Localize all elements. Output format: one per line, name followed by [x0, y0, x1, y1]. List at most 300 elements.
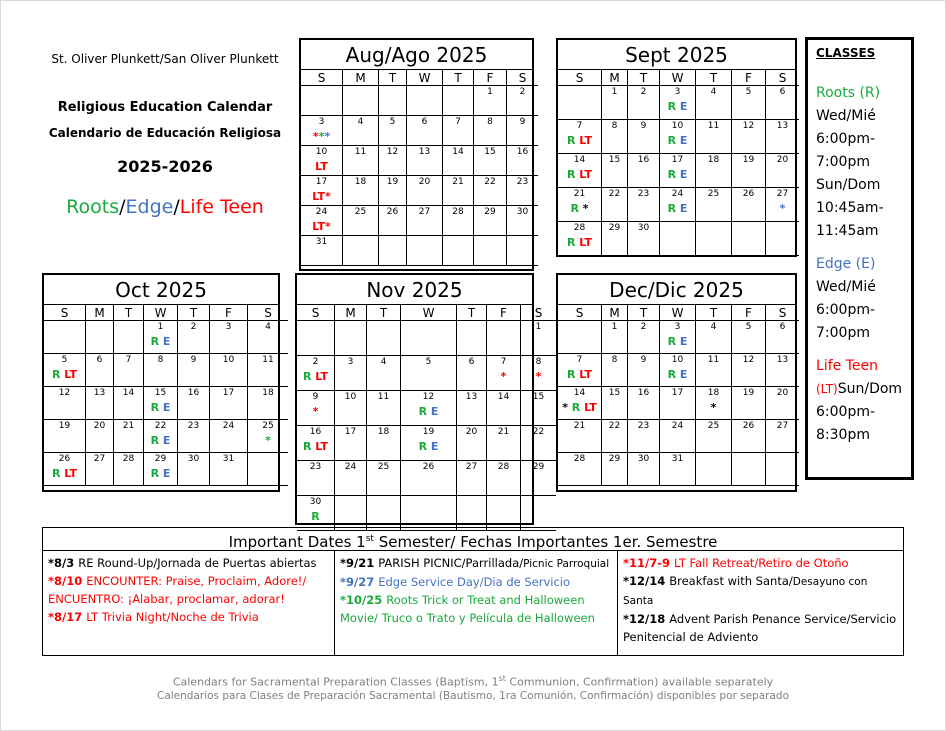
- day-cell: [732, 420, 766, 453]
- day-cell: [660, 453, 696, 486]
- day-number: 24: [671, 189, 684, 199]
- day-cell: [628, 154, 660, 188]
- day-cell: [114, 453, 144, 486]
- day-cell: [144, 354, 178, 387]
- footer-text: Communion, Confirmation) available separately: [505, 675, 774, 689]
- day-cell: [474, 116, 507, 146]
- day-cell: [628, 453, 660, 486]
- empty-day-cell: [457, 321, 487, 356]
- class-code: [297, 510, 334, 523]
- class-code-part: E: [159, 434, 171, 447]
- day-cell: [696, 188, 732, 222]
- day-cell: [457, 356, 487, 391]
- day-cell: [660, 354, 696, 387]
- day-number: 21: [573, 189, 586, 199]
- class-code: [660, 202, 695, 215]
- empty-day-cell: [443, 236, 474, 266]
- day-number: 31: [671, 454, 684, 464]
- day-cell: [297, 496, 335, 531]
- empty-day-cell: [248, 453, 288, 486]
- class-code-part: LT: [315, 160, 328, 173]
- day-number: 29: [484, 207, 496, 217]
- day-number: 13: [418, 147, 431, 157]
- day-number: 14: [573, 155, 586, 165]
- important-date-text: Advent Parish Penance Service/Servicio Penitencial de Adviento: [623, 612, 897, 644]
- weekday-header: M: [335, 305, 367, 321]
- title-part: Semester/ Fechas Importantes 1er. Semestre: [373, 533, 718, 551]
- important-date-text: Picnic Parroquial: [523, 558, 610, 570]
- weekday-header: F: [732, 305, 766, 321]
- day-number: 30: [637, 454, 650, 464]
- day-cell: [367, 461, 401, 496]
- important-date-text: PARISH PICNIC/Parrillada/: [378, 556, 524, 570]
- empty-day-cell: [114, 321, 144, 354]
- day-cell: [558, 188, 602, 222]
- day-number: 8: [487, 117, 493, 127]
- day-cell: [696, 321, 732, 354]
- weekday-header: S: [521, 305, 556, 321]
- event-star-icon: *: [312, 405, 319, 418]
- day-cell: [301, 116, 343, 146]
- day-number: 12: [742, 355, 755, 365]
- empty-day-cell: [474, 236, 507, 266]
- class-code: [660, 168, 695, 181]
- calendar-month-title: Oct 2025: [44, 275, 278, 305]
- empty-day-cell: [660, 222, 696, 256]
- day-cell: [558, 222, 602, 256]
- empty-day-cell: [487, 321, 521, 356]
- empty-day-cell: [335, 321, 367, 356]
- event-star-icon: *: [779, 202, 786, 215]
- empty-day-cell: [379, 86, 407, 116]
- class-code: [558, 236, 601, 249]
- day-cell: [210, 321, 248, 354]
- day-cell: [248, 387, 288, 420]
- class-code-part: LT: [575, 236, 592, 249]
- day-cell: [114, 387, 144, 420]
- class-code: [44, 467, 85, 480]
- program-roots: Roots: [66, 196, 120, 218]
- empty-day-cell: [343, 236, 379, 266]
- day-cell: [367, 426, 401, 461]
- class-code-part: R: [571, 401, 581, 414]
- empty-day-cell: [443, 86, 474, 116]
- day-number: 24: [344, 462, 357, 472]
- class-code-part: LT: [575, 368, 592, 381]
- class-code-part: E: [427, 405, 439, 418]
- class-code: [144, 335, 177, 348]
- day-number: 31: [315, 237, 328, 247]
- event-star-icon: *: [710, 401, 717, 414]
- day-cell: [558, 120, 602, 154]
- day-number: 30: [516, 207, 529, 217]
- event-star-icon: *: [562, 401, 572, 414]
- roots-schedule-line: 11:45am: [816, 223, 879, 239]
- day-number: 2: [519, 87, 526, 97]
- day-number: 7: [576, 121, 583, 131]
- class-code: [521, 370, 556, 383]
- calendar-october: [42, 273, 280, 492]
- day-cell: [732, 154, 766, 188]
- class-code-part: LT: [311, 440, 328, 453]
- day-cell: [44, 420, 86, 453]
- day-cell: [766, 387, 799, 420]
- day-number: 16: [516, 147, 529, 157]
- empty-day-cell: [732, 222, 766, 256]
- day-cell: [602, 387, 628, 420]
- day-cell: [178, 321, 210, 354]
- day-number: 16: [187, 388, 200, 398]
- class-code-part: R: [51, 467, 61, 480]
- lifeteen-schedule-line: [816, 378, 911, 401]
- important-date-text: *8/17: [48, 610, 87, 624]
- lifeteen-day: Sun/Dom: [837, 381, 903, 397]
- weekday-header: T: [628, 70, 660, 86]
- day-cell: [379, 206, 407, 236]
- day-cell: [407, 176, 443, 206]
- day-cell: [507, 176, 538, 206]
- weekday-header: S: [558, 70, 602, 86]
- empty-day-cell: [487, 496, 521, 531]
- class-code-part: R: [150, 401, 160, 414]
- empty-day-cell: [367, 496, 401, 531]
- empty-day-cell: [407, 86, 443, 116]
- day-cell: [628, 387, 660, 420]
- day-number: 6: [779, 322, 786, 332]
- day-number: 10: [315, 147, 328, 157]
- day-cell: [558, 387, 602, 420]
- classes-heading: CLASSES: [816, 46, 876, 60]
- day-cell: [301, 146, 343, 176]
- day-number: 6: [96, 355, 103, 365]
- day-number: 8: [611, 121, 618, 131]
- class-code-part: LT: [60, 368, 77, 381]
- class-code-part: R: [566, 368, 576, 381]
- day-number: 4: [380, 357, 387, 367]
- day-number: 10: [671, 121, 684, 131]
- day-cell: [474, 206, 507, 236]
- class-code: [558, 134, 601, 147]
- lifeteen-schedule-line: 8:30pm: [816, 427, 870, 443]
- day-number: 10: [671, 355, 684, 365]
- class-code: [401, 440, 456, 453]
- roots-schedule-line: 10:45am-: [816, 200, 884, 216]
- important-date-text: *9/21: [340, 556, 379, 570]
- day-cell: [297, 426, 335, 461]
- empty-day-cell: [367, 321, 401, 356]
- day-cell: [407, 146, 443, 176]
- class-code-part: R: [667, 100, 677, 113]
- day-cell: [335, 356, 367, 391]
- day-cell: [732, 387, 766, 420]
- day-cell: [602, 120, 628, 154]
- day-number: 15: [608, 155, 621, 165]
- parish-name: St. Oliver Plunkett/San Oliver Plunkett: [51, 52, 279, 66]
- school-year: 2025-2026: [117, 157, 213, 176]
- weekday-header: M: [343, 70, 379, 86]
- day-cell: [457, 426, 487, 461]
- weekday-header: T: [114, 305, 144, 321]
- weekday-header: W: [144, 305, 178, 321]
- class-code: [248, 434, 288, 447]
- class-code-part: E: [427, 440, 439, 453]
- day-cell: [407, 206, 443, 236]
- day-number: 31: [222, 454, 235, 464]
- weekday-header: W: [407, 70, 443, 86]
- day-cell: [297, 461, 335, 496]
- day-number: 24: [671, 421, 684, 431]
- day-cell: [379, 116, 407, 146]
- day-cell: [44, 453, 86, 486]
- class-code-part: R: [566, 134, 576, 147]
- class-code: [558, 401, 601, 414]
- class-code: [144, 434, 177, 447]
- day-cell: [628, 86, 660, 120]
- calendar-title-es: Calendario de Educación Religiosa: [48, 126, 282, 140]
- day-cell: [248, 354, 288, 387]
- weekday-header: T: [367, 305, 401, 321]
- event-star-icon: *: [312, 130, 319, 143]
- day-cell: [628, 354, 660, 387]
- class-code: [301, 220, 342, 233]
- class-code-part: LT: [575, 134, 592, 147]
- day-number: 3: [347, 357, 354, 367]
- day-number: 30: [637, 223, 650, 233]
- day-cell: [457, 391, 487, 426]
- class-code-part: E: [676, 100, 688, 113]
- class-code-part: R: [150, 335, 160, 348]
- day-number: 3: [318, 117, 325, 127]
- day-number: 21: [452, 177, 464, 187]
- class-code: [558, 368, 601, 381]
- day-number: 17: [671, 155, 684, 165]
- day-number: 29: [608, 454, 621, 464]
- day-cell: [732, 86, 766, 120]
- day-cell: [487, 356, 521, 391]
- day-number: 12: [742, 121, 755, 131]
- empty-day-cell: [696, 222, 732, 256]
- important-date-text: Breakfast with Santa/: [669, 574, 793, 588]
- class-code-part: E: [676, 168, 688, 181]
- day-number: 23: [637, 421, 650, 431]
- program-edge: Edge: [125, 196, 174, 218]
- class-code-part: R: [667, 335, 677, 348]
- day-cell: [602, 86, 628, 120]
- day-number: 27: [776, 421, 789, 431]
- empty-day-cell: [558, 86, 602, 120]
- day-number: 16: [637, 388, 650, 398]
- day-number: 18: [707, 388, 720, 398]
- empty-day-cell: [558, 321, 602, 354]
- day-cell: [602, 154, 628, 188]
- empty-day-cell: [732, 453, 766, 486]
- day-number: 12: [422, 392, 435, 402]
- day-number: 21: [497, 427, 510, 437]
- day-cell: [474, 86, 507, 116]
- day-number: 19: [742, 388, 755, 398]
- day-cell: [660, 387, 696, 420]
- separator: /: [173, 196, 180, 218]
- program-lifeteen: Life Teen: [179, 196, 264, 218]
- day-cell: [343, 116, 379, 146]
- edge-schedule-line: 6:00pm-: [816, 302, 876, 318]
- day-number: 10: [344, 392, 357, 402]
- edge-schedule-line: Wed/Mié: [816, 279, 876, 295]
- day-cell: [766, 188, 799, 222]
- day-cell: [210, 453, 248, 486]
- day-number: 1: [611, 87, 618, 97]
- day-cell: [343, 146, 379, 176]
- day-number: 15: [608, 388, 621, 398]
- important-date-text: Edge Service Day/Dia de Servicio: [378, 575, 571, 589]
- class-code-part: R: [418, 405, 428, 418]
- day-number: 18: [707, 155, 720, 165]
- day-cell: [521, 356, 556, 391]
- empty-day-cell: [379, 236, 407, 266]
- weekday-header: S: [301, 70, 343, 86]
- day-cell: [379, 176, 407, 206]
- day-number: 18: [377, 427, 390, 437]
- day-cell: [660, 188, 696, 222]
- empty-day-cell: [401, 496, 457, 531]
- weekday-header: M: [602, 305, 628, 321]
- day-number: 23: [516, 177, 529, 187]
- day-cell: [401, 461, 457, 496]
- day-number: 9: [640, 355, 647, 365]
- day-cell: [248, 420, 288, 453]
- day-cell: [407, 116, 443, 146]
- day-number: 5: [389, 117, 396, 127]
- day-number: 22: [608, 421, 621, 431]
- day-number: 14: [497, 392, 510, 402]
- calendar-november: [295, 273, 545, 525]
- day-cell: [628, 188, 660, 222]
- calendar-month-title: Aug/Ago 2025: [301, 40, 532, 70]
- weekday-header: F: [210, 305, 248, 321]
- day-cell: [628, 120, 660, 154]
- day-cell: [521, 426, 556, 461]
- class-code: [297, 370, 334, 383]
- empty-day-cell: [297, 321, 335, 356]
- day-number: 14: [122, 388, 135, 398]
- day-cell: [766, 321, 799, 354]
- class-code: [44, 368, 85, 381]
- day-number: 1: [535, 322, 542, 332]
- day-cell: [696, 120, 732, 154]
- class-code: [401, 405, 456, 418]
- day-number: 20: [418, 177, 431, 187]
- day-number: 29: [532, 462, 545, 472]
- weekday-header: T: [379, 70, 407, 86]
- dates-column-3: [617, 551, 903, 656]
- day-number: 23: [309, 462, 322, 472]
- day-number: 15: [484, 147, 496, 157]
- empty-day-cell: [401, 321, 457, 356]
- day-number: 7: [125, 355, 132, 365]
- day-cell: [766, 420, 799, 453]
- day-cell: [210, 354, 248, 387]
- roots-schedule-line: 6:00pm-: [816, 131, 876, 147]
- important-date-text: *12/14: [623, 574, 670, 588]
- footer-text: Calendars for Sacramental Preparation Classes (Baptism, 1: [172, 675, 499, 689]
- day-cell: [367, 356, 401, 391]
- weekday-header: S: [766, 305, 799, 321]
- day-cell: [558, 453, 602, 486]
- day-number: 20: [465, 427, 478, 437]
- lifeteen-class-name: Life Teen: [816, 358, 878, 374]
- class-code-part: LT: [580, 401, 597, 414]
- class-code-part: LT: [60, 467, 77, 480]
- calendar-month-title: Dec/Dic 2025: [558, 275, 795, 305]
- day-cell: [335, 391, 367, 426]
- day-number: 9: [312, 392, 319, 402]
- day-number: 4: [710, 322, 717, 332]
- day-cell: [474, 146, 507, 176]
- day-number: 16: [309, 427, 322, 437]
- class-code-part: E: [676, 368, 688, 381]
- day-number: 5: [61, 355, 68, 365]
- day-number: 17: [315, 177, 328, 187]
- class-code-part: R: [667, 134, 677, 147]
- roots-schedule-line: Sun/Dom: [816, 177, 881, 193]
- day-number: 23: [637, 189, 650, 199]
- day-cell: [696, 387, 732, 420]
- day-cell: [114, 354, 144, 387]
- important-dates-title: [43, 528, 903, 551]
- day-number: 2: [312, 357, 319, 367]
- footer-line-2: Calendarios para Clases de Preparación Sacramental (Bautismo, 1ra Comunión, Confirmación) disponibles por separado: [156, 690, 789, 702]
- empty-day-cell: [86, 321, 114, 354]
- class-code: [297, 405, 334, 418]
- class-code-part: R: [667, 168, 677, 181]
- day-number: 1: [611, 322, 618, 332]
- day-cell: [457, 461, 487, 496]
- day-cell: [86, 354, 114, 387]
- title-part: Important Dates 1: [228, 533, 366, 551]
- day-number: 18: [354, 177, 367, 187]
- important-date-text: LT Fall Retreat/Retiro de Otoño: [674, 556, 849, 570]
- class-code: [301, 190, 342, 203]
- day-number: 11: [354, 147, 367, 157]
- class-code-part: R: [302, 440, 312, 453]
- class-code: [660, 100, 695, 113]
- day-number: 20: [776, 155, 789, 165]
- empty-day-cell: [766, 222, 799, 256]
- day-cell: [507, 86, 538, 116]
- day-cell: [660, 154, 696, 188]
- day-number: 11: [707, 121, 720, 131]
- class-code-part: R: [570, 202, 579, 215]
- weekday-header: T: [696, 70, 732, 86]
- weekday-header: M: [602, 70, 628, 86]
- day-number: 25: [707, 189, 720, 199]
- day-number: 25: [354, 207, 367, 217]
- class-code-part: E: [676, 335, 688, 348]
- day-number: 27: [418, 207, 431, 217]
- day-cell: [44, 387, 86, 420]
- day-number: 16: [637, 155, 650, 165]
- day-number: 28: [122, 454, 135, 464]
- lifeteen-schedule-line: 6:00pm-: [816, 404, 876, 420]
- day-cell: [558, 420, 602, 453]
- day-cell: [44, 354, 86, 387]
- roots-schedule-line: 7:00pm: [816, 154, 870, 170]
- day-number: 3: [674, 87, 681, 97]
- class-code: [660, 368, 695, 381]
- day-cell: [335, 426, 367, 461]
- day-number: 23: [187, 421, 200, 431]
- day-cell: [248, 321, 288, 354]
